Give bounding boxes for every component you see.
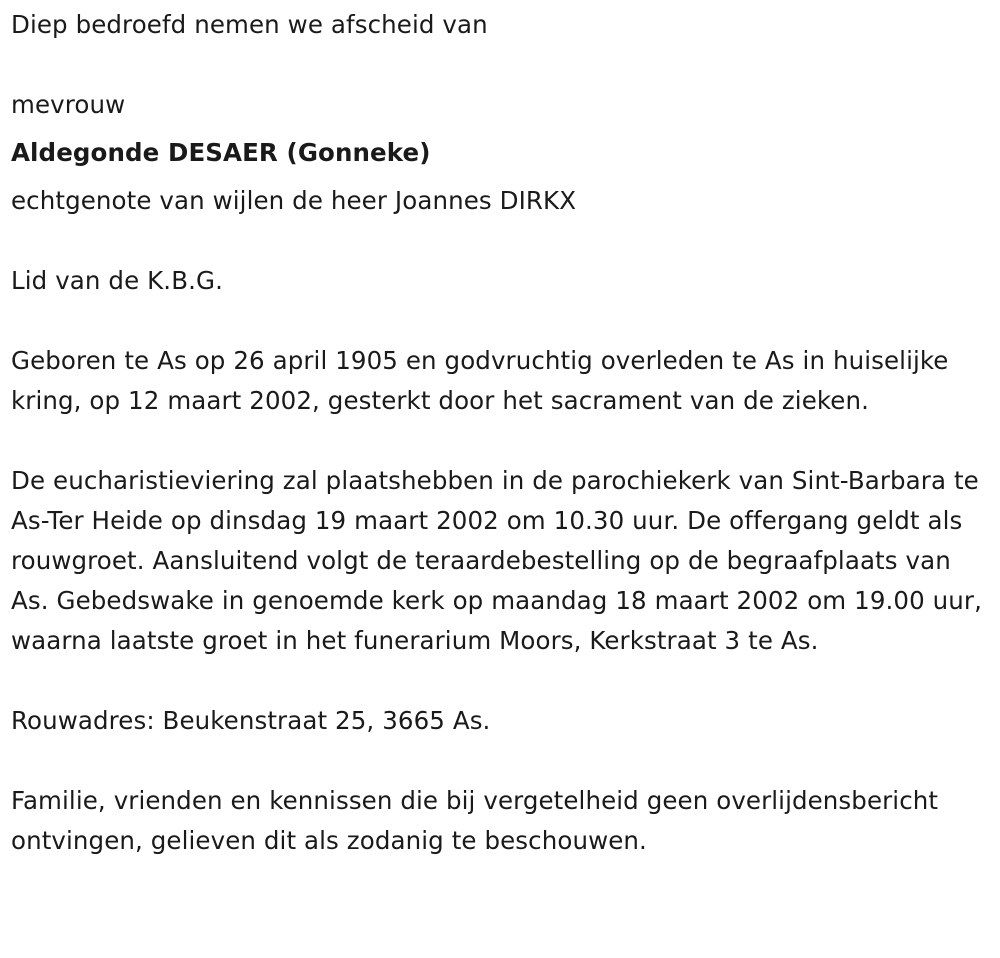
membership-line: Lid van de K.B.G. bbox=[11, 266, 223, 295]
closing-paragraph: Familie, vrienden en kennissen die bij vergetelheid geen overlijdensbericht ontvingen, gelieven dit als zodanig te beschouwen. bbox=[11, 786, 939, 855]
deceased-name: Aldegonde DESAER (Gonneke) bbox=[11, 138, 431, 167]
spouse-line: echtgenote van wijlen de heer Joannes DIRKX bbox=[11, 186, 577, 215]
address-line: Rouwadres: Beukenstraat 25, 3665 As. bbox=[11, 706, 491, 735]
obituary-notice bbox=[11, 5, 991, 861]
intro-text: Diep bedroefd nemen we afscheid van bbox=[11, 10, 488, 39]
birth-death-paragraph: Geboren te As op 26 april 1905 en godvruchtig overleden te As in huiselijke kring, op 12 maart 2002, gesterkt door het sacrament van de zieken. bbox=[11, 346, 949, 415]
salutation: mevrouw bbox=[11, 90, 126, 119]
service-paragraph: De eucharistieviering zal plaatshebben in de parochiekerk van Sint-Barbara te As-Ter Heide op dinsdag 19 maart 2002 om 10.30 uur. De offergang geldt als rouwgroet. Aansluitend volgt de teraardebestelling op de begraafplaats van As. Gebedswake in genoemde kerk op maandag 18 maart 2002 om 19.00 uur, waarna laatste groet in het funerarium Moors, Kerkstraat 3 te As. bbox=[11, 466, 982, 655]
